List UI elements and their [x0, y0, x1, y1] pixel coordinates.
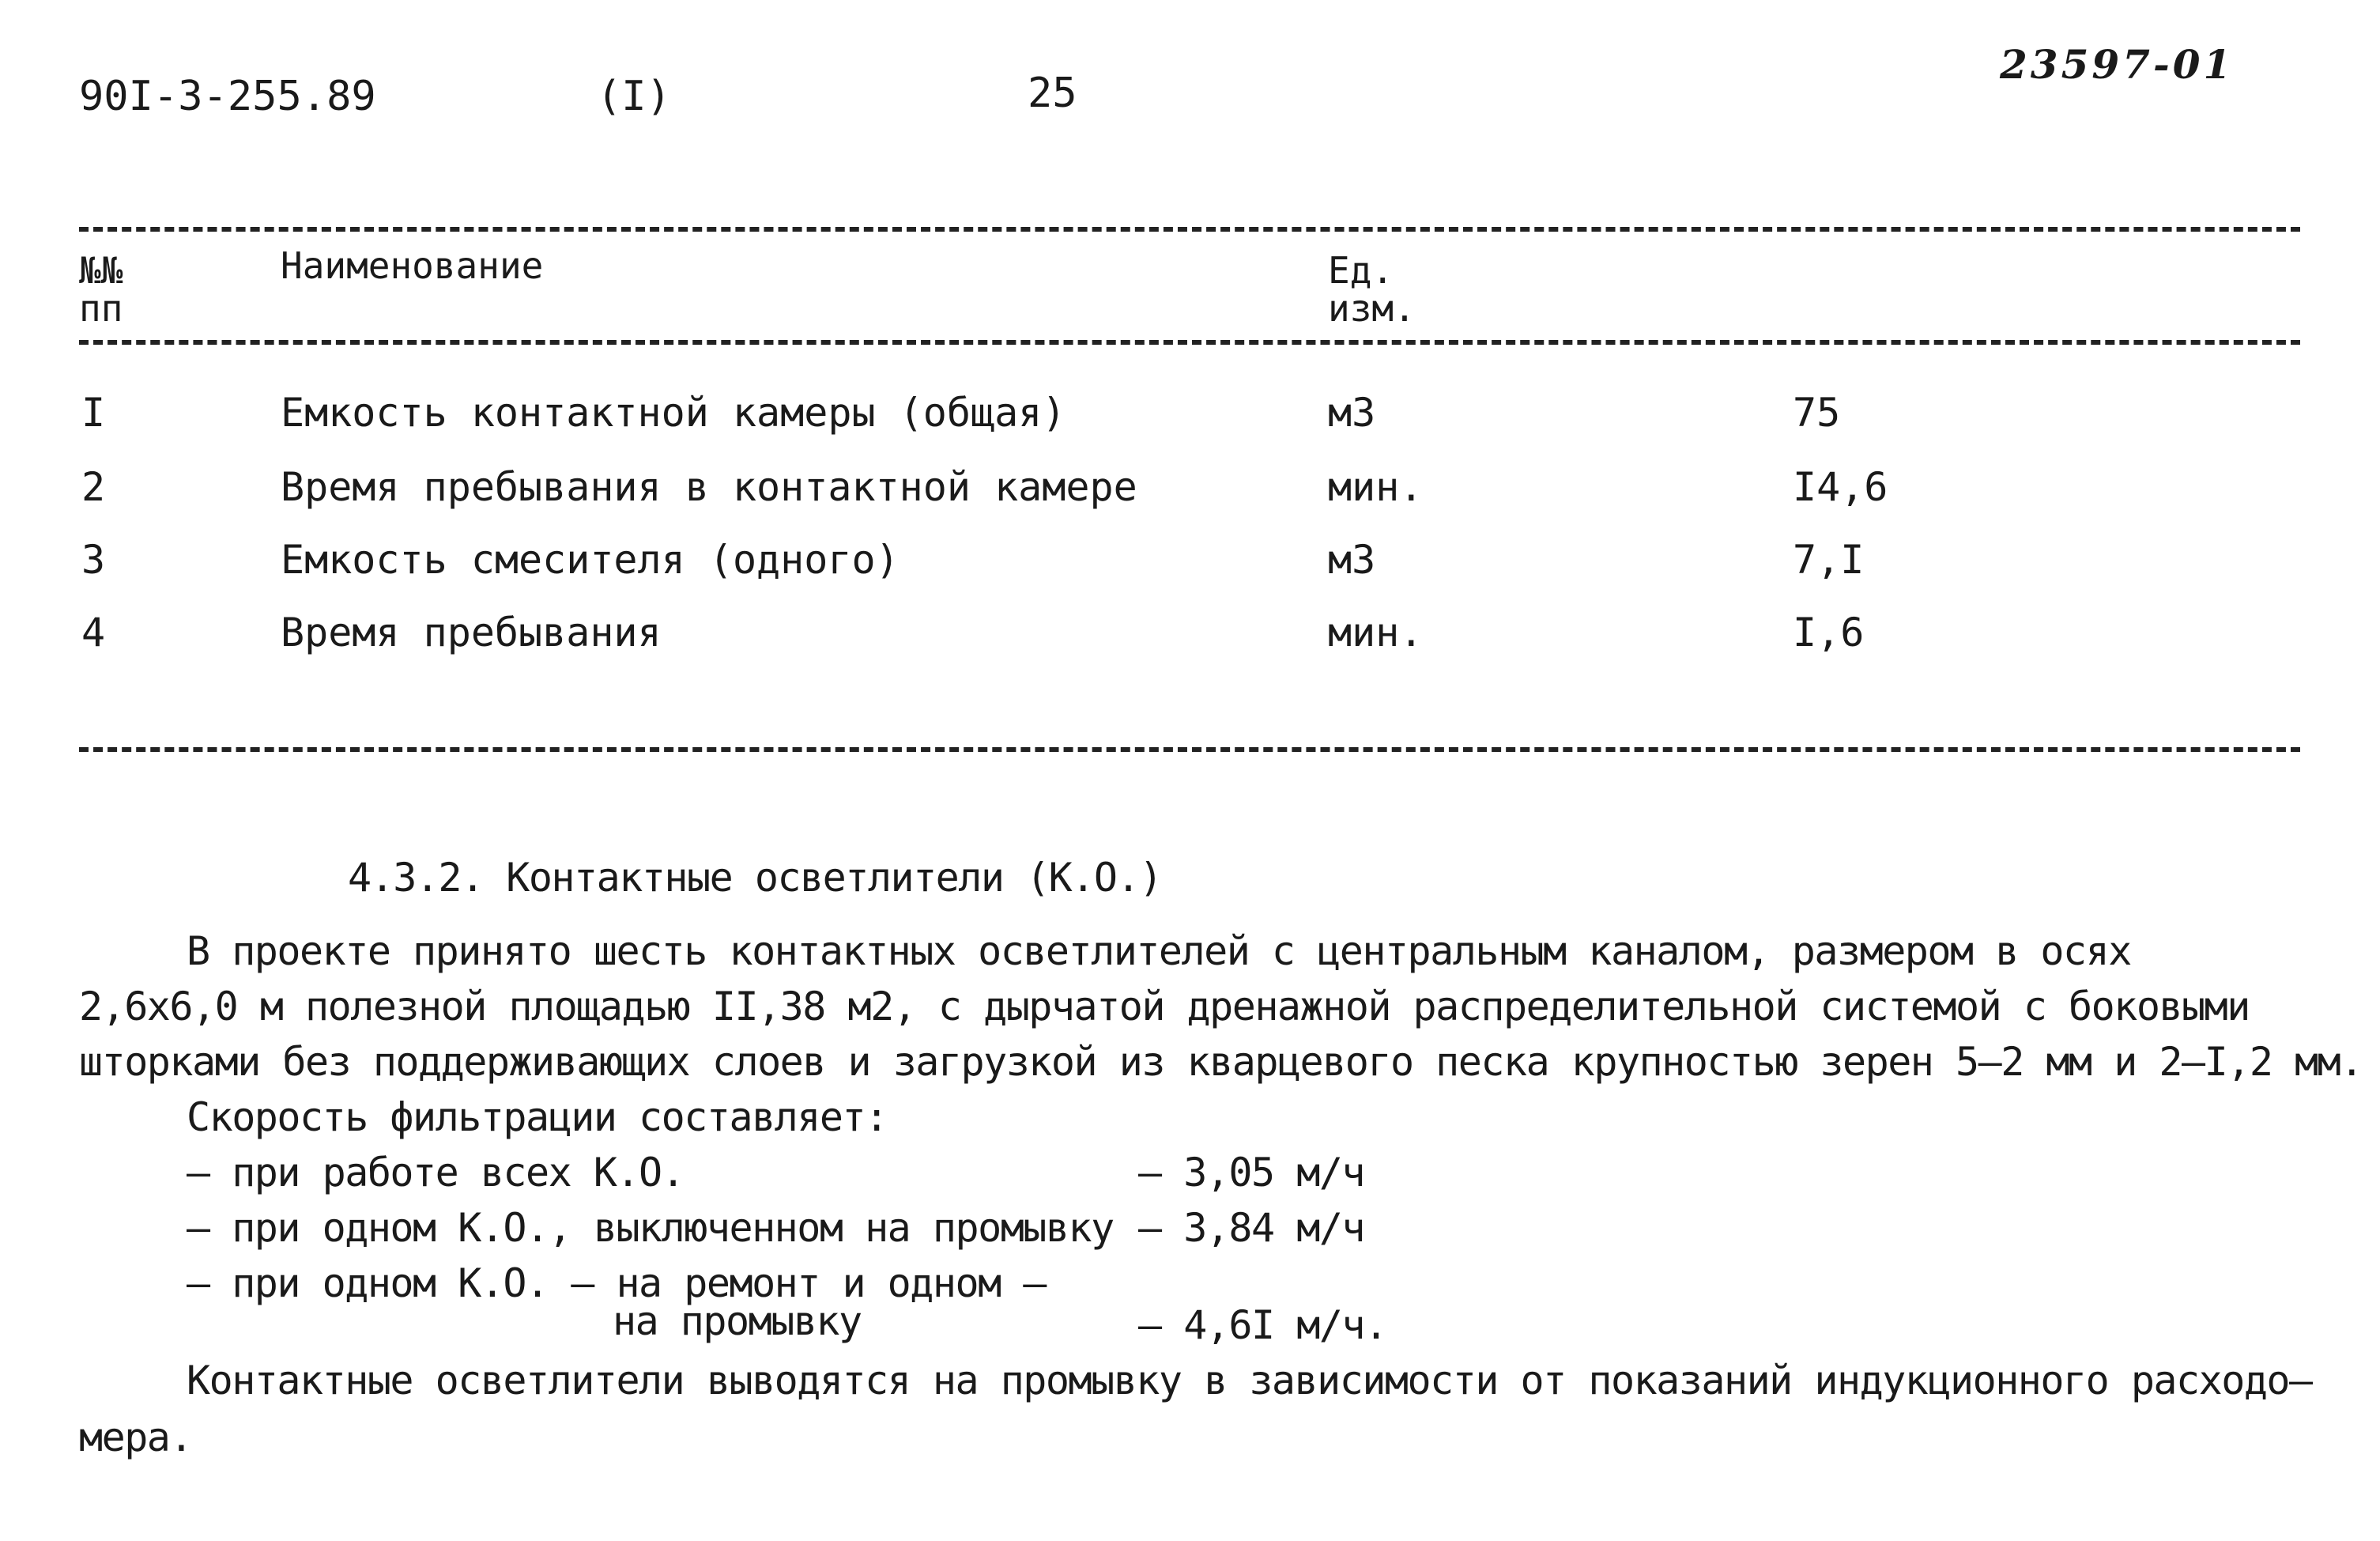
paragraph-line: шторками без поддерживающих слоев и загрузкой из кварцевого песка крупностью зерен 5–2 мм и 2–I,2 мм. [79, 1039, 2363, 1085]
document-part: (I) [597, 73, 671, 120]
paragraph-line: Контактные осветлители выводятся на промывку в зависимости от показаний индукционного расходо– [187, 1358, 2312, 1403]
row-unit: м3 [1328, 390, 1376, 436]
row-number: 2 [81, 464, 106, 510]
section-heading: 4.3.2. Контактные осветлители (К.О.) [348, 855, 1162, 901]
paragraph-line: 2,6х6,0 м полезной площадью II,38 м2, с дырчатой дренажной распределительной системой с боковыми [79, 984, 2250, 1029]
speed-item-label: – при одном К.О., выключенном на промывку [187, 1205, 1114, 1251]
row-value: I4,6 [1793, 464, 1888, 510]
row-name: Время пребывания [281, 610, 662, 655]
row-unit: мин. [1328, 464, 1424, 510]
column-header-num: №№ пп [79, 249, 123, 330]
row-number: 4 [81, 610, 106, 655]
row-name: Емкость контактной камеры (общая) [281, 390, 1066, 436]
row-number: I [81, 390, 106, 436]
row-value: 75 [1793, 390, 1841, 436]
speed-item-label-continued: на промывку [613, 1298, 862, 1344]
page-number: 25 [1028, 70, 1077, 117]
row-name: Время пребывания в контактной камере [281, 464, 1137, 510]
row-name: Емкость смесителя (одного) [281, 537, 900, 583]
speed-item-label: – при работе всех К.О. [187, 1150, 685, 1195]
speed-item-label: – при одном К.О. – на ремонт и одном – [187, 1260, 1046, 1306]
paragraph-line: В проекте принято шесть контактных осветлителей с центральным каналом, размером в осях [187, 928, 2131, 974]
speed-item-value: – 3,05 м/ч [1138, 1150, 1365, 1195]
row-value: 7,I [1793, 537, 1865, 583]
table-header-rule [79, 340, 2300, 345]
speed-item-value: – 3,84 м/ч [1138, 1205, 1365, 1251]
row-number: 3 [81, 537, 106, 583]
speed-intro: Скорость фильтрации составляет: [187, 1094, 888, 1140]
table-bottom-rule [79, 747, 2300, 752]
handwritten-number: 23597-01 [2000, 41, 2235, 88]
column-header-unit: Ед. изм. [1328, 249, 1416, 330]
row-value: I,6 [1793, 610, 1865, 655]
speed-item-value: – 4,6I м/ч. [1138, 1302, 1387, 1348]
column-header-name: Наименование [281, 244, 544, 287]
row-unit: м3 [1328, 537, 1376, 583]
paragraph-line: мера. [79, 1414, 193, 1460]
table-top-rule [79, 227, 2300, 232]
document-code: 90I-3-255.89 [79, 73, 376, 120]
row-unit: мин. [1328, 610, 1424, 655]
